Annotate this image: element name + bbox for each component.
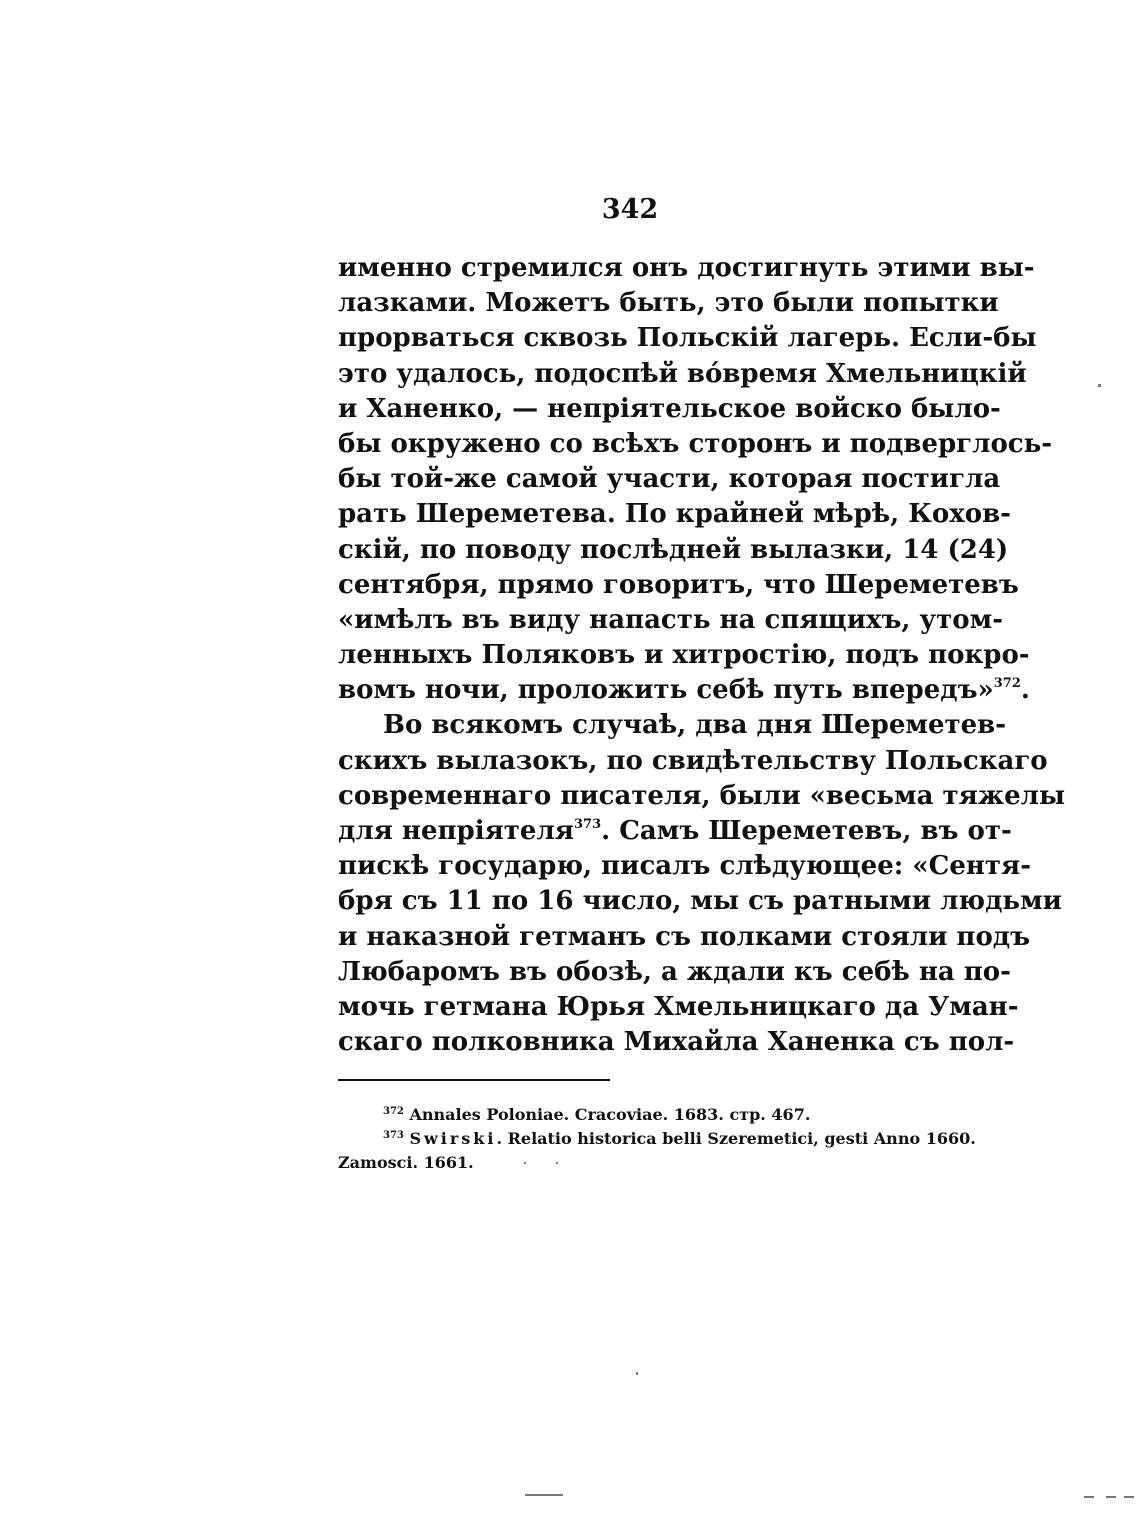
text-line: «имѣлъ въ виду напасть на спящихъ, утом- <box>338 604 1003 635</box>
scan-speck <box>556 1162 558 1164</box>
scan-speck <box>636 1372 638 1375</box>
body-text <box>338 251 1066 1060</box>
footnote-continuation: Zamosci. 1661. <box>338 1153 474 1172</box>
scan-speck <box>1124 1496 1134 1498</box>
text-line-content: вомъ ночи, проложить себѣ путь впередъ» <box>338 675 994 706</box>
text-line: ленныхъ Поляковъ и хитростію, подъ покро- <box>338 640 1030 671</box>
text-line: бы той-же самой участи, которая постигла <box>338 464 1001 495</box>
scan-speck <box>524 1162 526 1164</box>
text-line: современнаго писателя, были «весьма тяжелы <box>338 780 1066 811</box>
text-line: прорваться сквозь Польскій лагерь. Если-бы <box>338 323 1037 354</box>
text-line: скаго полковника Михайла Ханенка съ пол- <box>338 1027 1015 1058</box>
footnote-ref: 372 <box>993 676 1021 692</box>
text-line: сентября, прямо говоритъ, что Шереметевъ <box>338 569 1019 600</box>
footnote-number: 372 <box>383 1106 404 1117</box>
footnote-number: 373 <box>383 1130 404 1141</box>
text-line: и Ханенко, — непріятельское войско было- <box>338 393 1001 424</box>
footnote-author: Swirski <box>409 1129 497 1148</box>
text-line: бря съ 11 по 16 число, мы съ ратными людьми <box>338 886 1062 917</box>
scan-speck <box>525 1494 563 1496</box>
text-line: лазками. Можетъ быть, это были попытки <box>338 288 999 319</box>
footnote-ref: 373 <box>573 817 602 832</box>
paragraph-start-line: Во всякомъ случаѣ, два дня Шереметев- <box>383 710 1007 741</box>
footnotes <box>338 1103 976 1175</box>
text-line: именно стремился онъ достигнуть этими вы- <box>338 253 1035 283</box>
footnote-373 <box>338 1127 976 1151</box>
text-line: мочь гетмана Юрья Хмельницкаго да Уман- <box>338 991 1019 1022</box>
scan-speck <box>1098 384 1101 387</box>
text-line: скихъ вылазокъ, по свидѣтельству Польскаго <box>338 745 1048 776</box>
scan-speck <box>1084 1496 1094 1498</box>
text-line-content: для непріятеля <box>338 816 574 846</box>
text-line: пискѣ государю, писалъ слѣдующее: «Сентя- <box>338 851 1032 882</box>
text-line: вомъ ночи, проложить себѣ путь впередъ»$^{372}$. <box>338 675 1030 706</box>
text-line: скій, по поводу послѣдней вылазки, 14 (24) <box>338 534 1009 565</box>
scan-speck <box>1106 1496 1116 1498</box>
footnote-text: . Relatio historica belli Szeremetici, gesti Anno 1660. <box>496 1129 976 1148</box>
text-line: это удалось, подоспѣй во́время Хмельницкій <box>338 358 1027 389</box>
page-number: 342 <box>601 194 659 225</box>
footnote-372 <box>338 1103 928 1127</box>
footnote-text: Annales Poloniae. Cracoviae. 1683. стр. 467. <box>409 1105 811 1124</box>
text-line <box>338 814 1012 849</box>
footnote-divider <box>338 1079 610 1081</box>
text-line: рать Шереметева. По крайней мѣрѣ, Коxов- <box>338 499 1011 530</box>
text-line: бы окружено со всѣхъ сторонъ и подверглось- <box>338 428 1053 459</box>
text-line-content: . Самъ Шереметевъ, въ от- <box>601 816 1012 846</box>
text-line: Любаромъ въ обозѣ, а ждали къ себѣ на по- <box>338 956 1011 987</box>
text-line: и наказной гетманъ съ полками стояли подъ <box>338 921 1031 952</box>
